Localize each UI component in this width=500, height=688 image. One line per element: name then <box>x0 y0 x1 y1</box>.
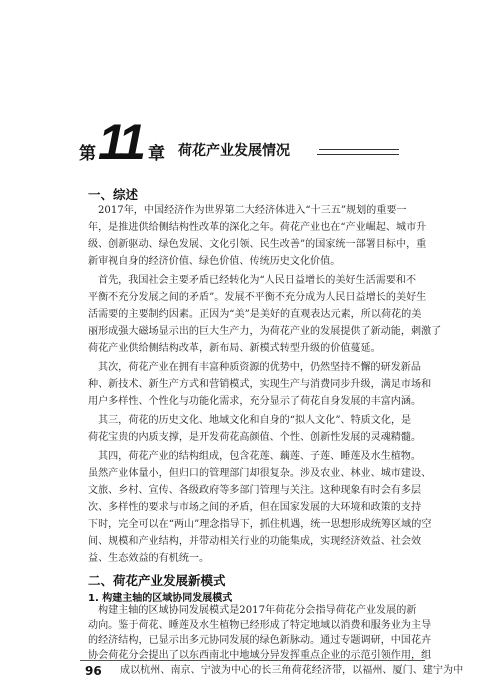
chapter-rule <box>319 149 399 150</box>
paragraph-line: 次、多样性的要求与市场之间的矛盾，但在国家发展的大环境和政策的支持 <box>88 502 422 513</box>
paragraph-line: 其次，荷花产业在拥有丰富种质资源的优势中，仍然坚持不懈的研发新品 <box>98 362 421 373</box>
paragraph-line: 2017年，中国经济作为世界第二大经济体进入“十三五”规划的重要一 <box>98 205 407 216</box>
chapter-prefix: 第 <box>79 144 96 164</box>
paragraph-line: 平衡不充分发展之间的矛盾”。发展不平衡不充分成为人民日益增长的美好生 <box>88 292 427 303</box>
paragraph-line: 构建主轴的区域协同发展模式是2017年荷花分会指导荷花产业发展的新 <box>98 605 417 616</box>
paragraph-line: 荷花宝贵的内质支撑，是开发荷花高颜值、个性、创新性发展的灵魂精髓。 <box>88 432 422 443</box>
paragraph-line: 协会荷花分会提出了以东西南北中地域分异发挥重点企业的示范引领作用，组 <box>88 650 432 661</box>
section-heading-new-models: 二、荷花产业发展新模式 <box>88 573 226 588</box>
paragraph-line: 虽然产业体量小，但归口的管理部门却很复杂。涉及农业、林业、城市建设、 <box>88 468 432 479</box>
page-number: 96 <box>85 664 102 678</box>
paragraph-line: 文旅、乡村、宣传、各级政府等多部门管理与关注。这种现象有时会有多层 <box>88 485 422 496</box>
paragraph-line: 动向。鉴于荷花、睡莲及水生植物已经形成了特定地域以消费和服务业为主导 <box>88 620 432 631</box>
paragraph-line: 用户多样性、个性化与功能化需求，充分显示了荷花自身发展的丰富内涵。 <box>88 396 422 407</box>
paragraph-line: 首先，我国社会主要矛盾已经转化为“人民日益增长的美好生活需要和不 <box>98 275 417 286</box>
paragraph-line: 成以杭州、南京、宁波为中心的长三角荷花经济带，以福州、厦门、建宁为中 <box>120 665 464 676</box>
paragraph-line: 益、生态效益的有机统一。 <box>88 553 210 564</box>
chapter-heading <box>79 114 439 170</box>
paragraph-line: 其四，荷花产业的结构组成，包含花莲、藕莲、子莲、睡莲及水生植物。 <box>98 451 421 462</box>
paragraph-line: 其三，荷花的历史文化、地域文化和自身的“拟人文化”、特质文化，是 <box>98 415 412 426</box>
paragraph-line: 年，是推进供给侧结构性改革的深化之年。荷花产业也在“产业崛起、城市升 <box>88 222 427 233</box>
paragraph-line: 新审视自身的经济价值、绿色价值、传统历史文化价值。 <box>88 256 341 267</box>
section-heading-overview: 一、综述 <box>88 187 139 202</box>
chapter-rule <box>317 154 399 155</box>
paragraph-line: 下时，完全可以在“两山”理念指导下，抓住机遇，统一思想形成统筹区域的空 <box>88 519 432 530</box>
subsection-heading: 1. 构建主轴的区域协同发展模式 <box>88 593 233 604</box>
chapter-suffix: 章 <box>148 144 165 164</box>
paragraph-line: 活需要的主要制约因素。正因为“美”是美好的直观表达元素，所以荷花的美 <box>88 309 422 320</box>
footer-rule <box>80 660 425 661</box>
paragraph-line: 丽形成强大磁场显示出的巨大生产力，为荷花产业的发展提供了新动能，刺激了 <box>88 326 442 337</box>
paragraph-line: 级、创新驱动、绿色发展、文化引领、民生改善”的国家统一部署目标中，重 <box>88 239 427 250</box>
paragraph-line: 的经济结构，已显示出多元协同发展的绿色新脉动。通过专题调研，中国花卉 <box>88 635 432 646</box>
paragraph-line: 间、规模和产业结构，并带动相关行业的功能集成，实现经济效益、社会效 <box>88 536 422 547</box>
chapter-title: 荷花产业发展情况 <box>178 143 290 159</box>
paragraph-line: 种、新技术、新生产方式和营销模式，实现生产与消费同步升级，满足市场和 <box>88 379 432 390</box>
paragraph-line: 荷花产业供给侧结构改革，新布局、新模式转型升级的价值蔓延。 <box>88 343 381 354</box>
chapter-number: 11 <box>98 114 142 170</box>
